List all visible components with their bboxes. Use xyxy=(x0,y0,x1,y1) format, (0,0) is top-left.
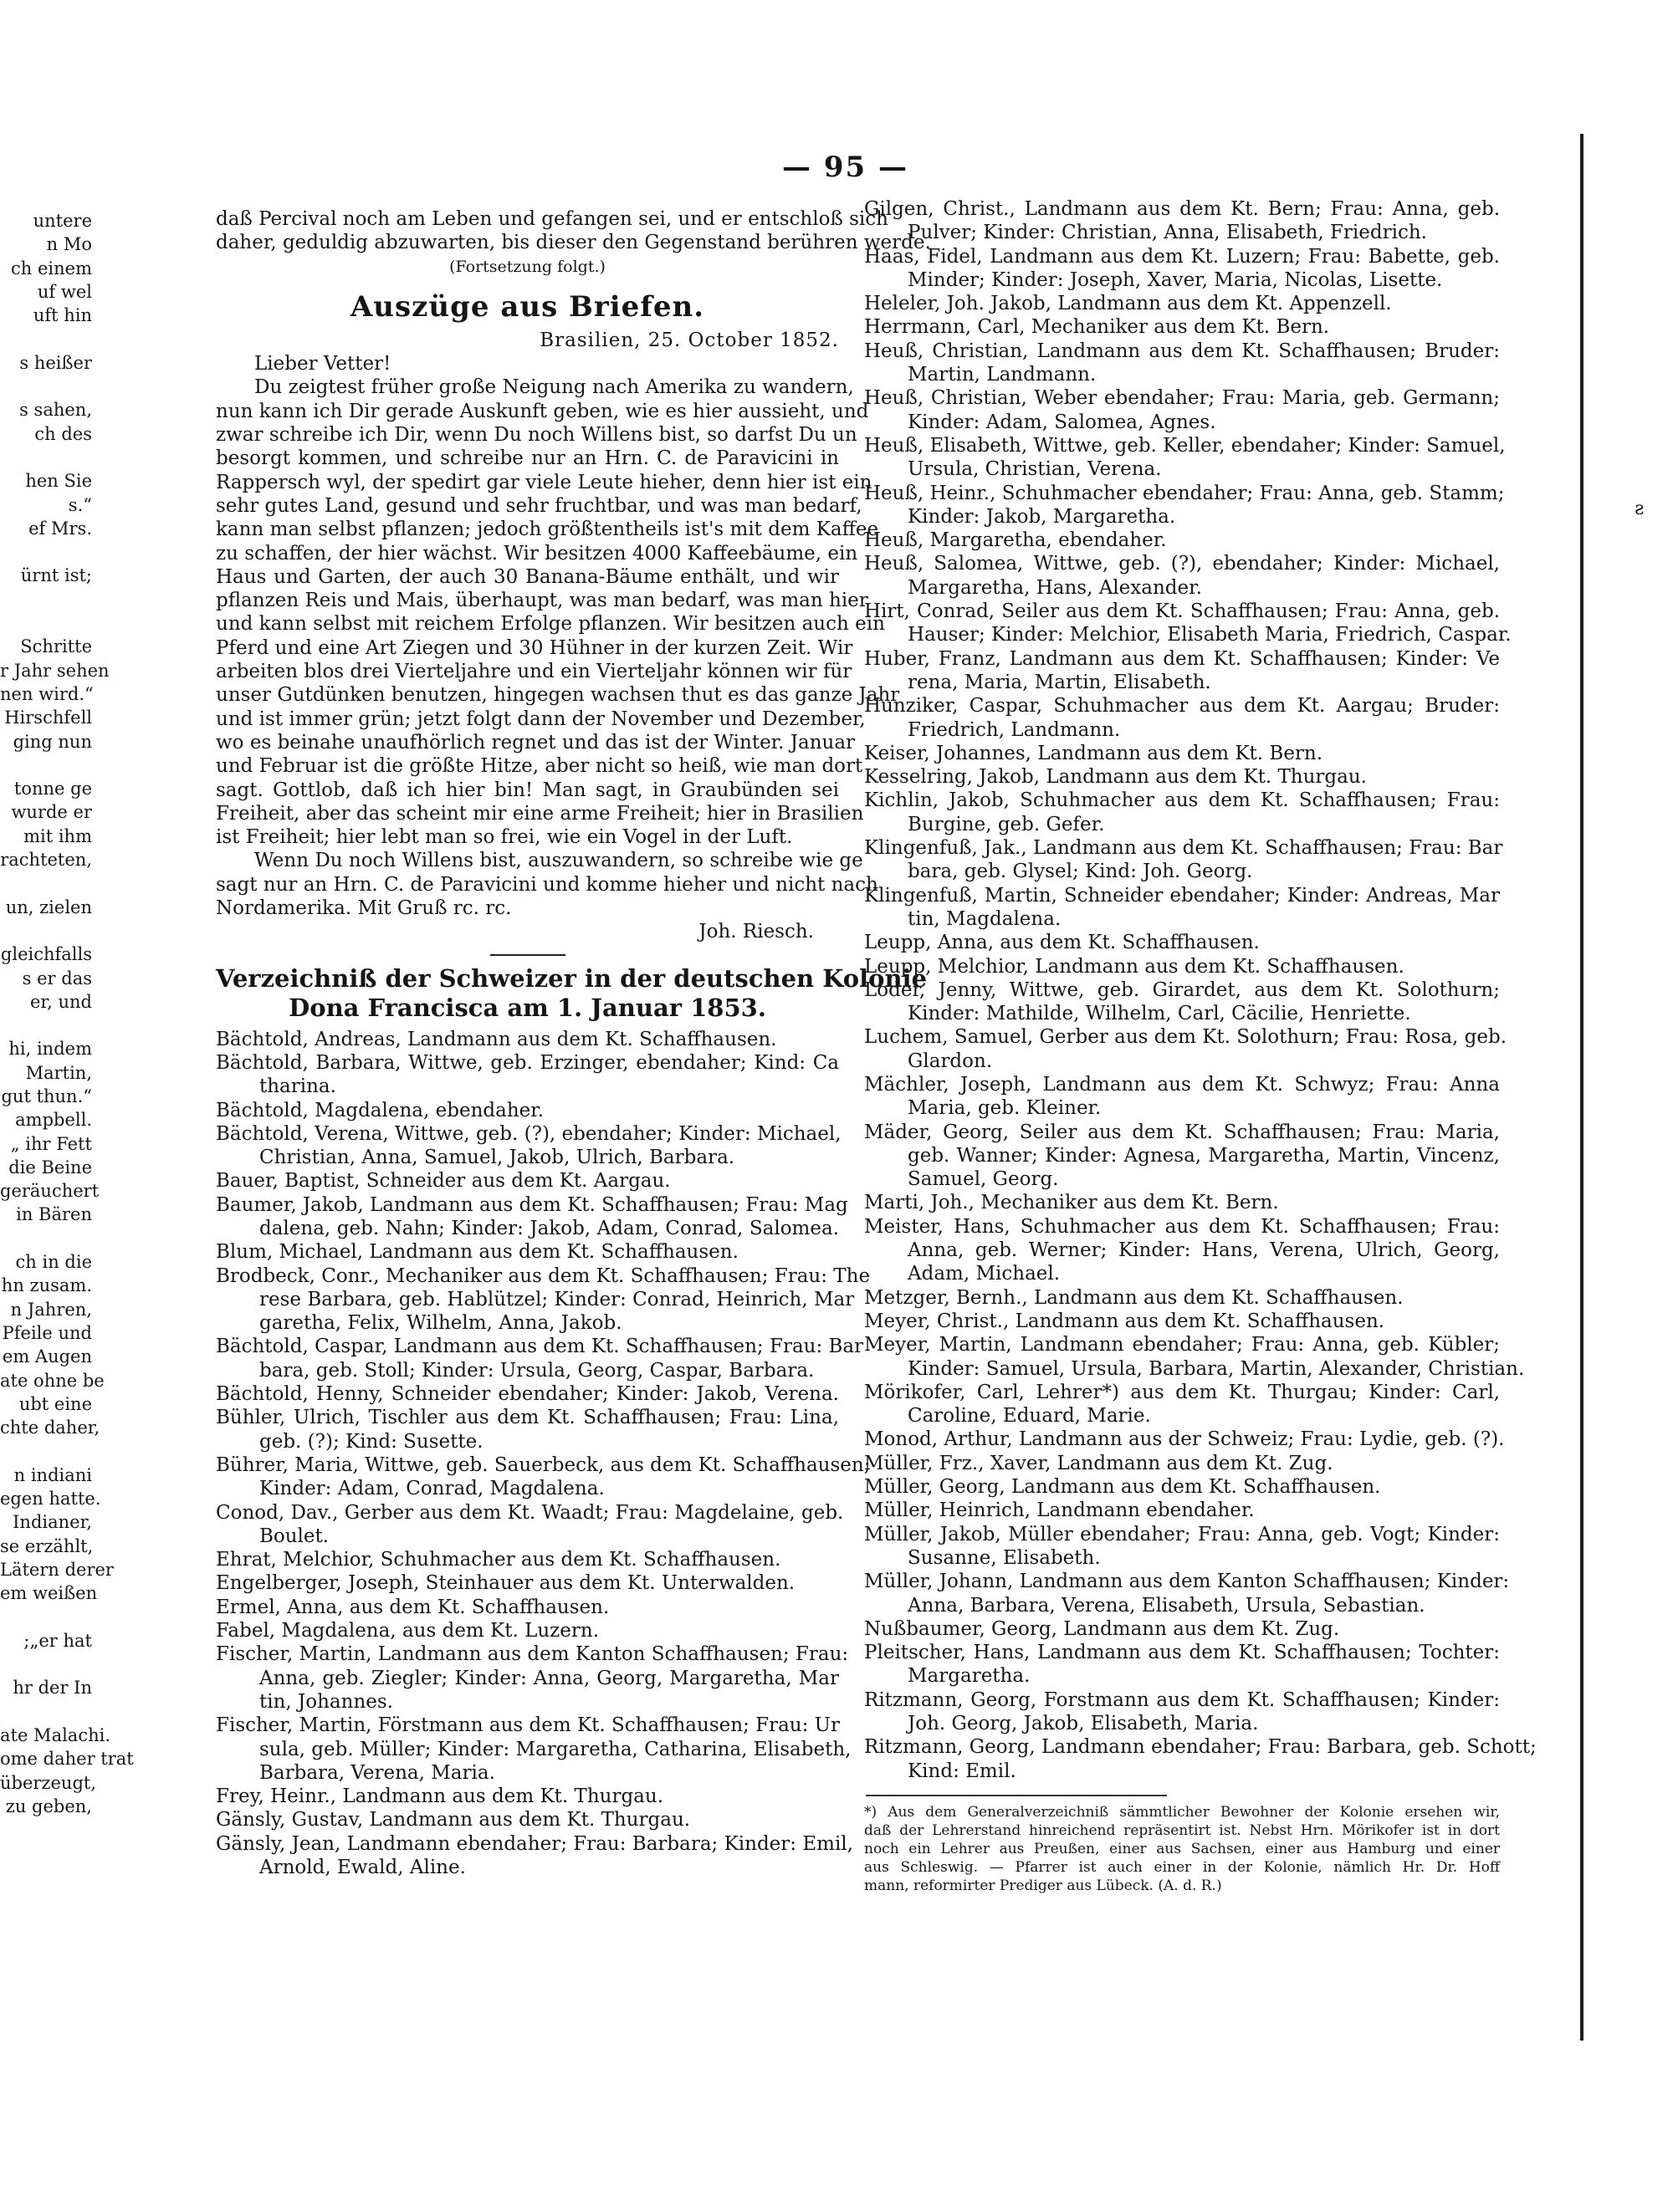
list-entry-line: Hunziker, Caspar, Schuhmacher aus dem Kt. Aargau; Bruder: xyxy=(864,695,1500,718)
text-line: ist Freiheit; hier lebt man so frei, wie ein Vogel in der Luft. xyxy=(216,826,793,849)
list-entry-line: Kind: Emil. xyxy=(908,1760,1016,1782)
text-line: und kann selbst mit reichem Erfolge pflanzen. Wir besitzen auch ein xyxy=(216,613,885,636)
letters-section-title: Auszüge aus Briefen. xyxy=(350,289,705,324)
list-entry-line: Anna, geb. Werner; Kinder: Hans, Verena, Ulrich, Georg, xyxy=(908,1239,1500,1262)
text-line: zwar schreibe ich Dir, wenn Du noch Willens bist, so darfst Du un xyxy=(216,424,857,447)
fragment-line: Schritte xyxy=(20,636,92,657)
fragment-line xyxy=(0,1653,92,1676)
fragment-line xyxy=(0,1227,92,1250)
list-entry-line: Gilgen, Christ., Landmann aus dem Kt. Bern; Frau: Anna, geb. xyxy=(864,198,1500,220)
list-entry-line: Nußbaumer, Georg, Landmann aus dem Kt. Zug. xyxy=(864,1617,1340,1640)
fragment-line xyxy=(0,1700,92,1724)
fragment-line: ampbell. xyxy=(15,1110,92,1131)
text-line: pflanzen Reis und Mais, überhaupt, was man bedarf, was man hier xyxy=(216,590,868,612)
fragment-line: ch des xyxy=(34,423,92,444)
text-line: sagt nur an Hrn. C. de Paravicini und komme hieher und nicht nach xyxy=(216,873,878,896)
list-entry-line: garetha, Felix, Wilhelm, Anna, Jakob. xyxy=(259,1312,622,1335)
fragment-line: hn zusam. xyxy=(1,1275,92,1296)
text-line: sehr gutes Land, gesund und sehr fruchtbar, und was man bedarf, xyxy=(216,494,862,517)
list-entry-line: bara, geb. Glysel; Kind: Joh. Georg. xyxy=(908,861,1253,883)
footnote xyxy=(864,1803,1500,1895)
fragment-line: ate Malachi. xyxy=(0,1725,110,1745)
list-entry-line: Gänsly, Gustav, Landmann aus dem Kt. Thurgau. xyxy=(216,1809,691,1831)
list-entry-line: Meister, Hans, Schuhmacher aus dem Kt. Schaffhausen; Frau: xyxy=(864,1215,1500,1238)
list-entry-line: Samuel, Georg. xyxy=(908,1168,1059,1191)
fragment-line: un, zielen xyxy=(5,897,92,917)
text-line: und Februar ist die größte Hitze, aber nicht so heiß, wie man dort xyxy=(216,755,863,778)
text-line: nun kann ich Dir gerade Auskunft geben, wie es hier aussieht, und xyxy=(216,400,869,422)
list-entry-line: Mächler, Joseph, Landmann aus dem Kt. Schwyz; Frau: Anna xyxy=(864,1073,1500,1096)
fragment-line xyxy=(0,327,92,350)
list-entry-line: Metzger, Bernh., Landmann aus dem Kt. Schaffhausen. xyxy=(864,1286,1404,1309)
fragment-line: mit ihm xyxy=(23,825,92,846)
fragment-line xyxy=(0,754,92,777)
list-entry-line: Maria, geb. Kleiner. xyxy=(908,1097,1102,1120)
text-line: daher, geduldig abzuwarten, bis dieser den Gegenstand berühren werde. xyxy=(216,232,931,254)
fragment-line: ubt eine xyxy=(18,1393,92,1414)
list-title-line-1: Verzeichniß der Schweizer in der deutschen Kolonie xyxy=(216,963,928,993)
text-line: sagt. Gottlob, daß ich hier bin! Man sagt, in Graubünden sei xyxy=(216,779,839,801)
list-entry-line: Arnold, Ewald, Aline. xyxy=(259,1857,466,1878)
fragment-line xyxy=(0,446,92,469)
list-entry-line: tin, Johannes. xyxy=(259,1690,393,1713)
list-entry-line: Blum, Michael, Landmann aus dem Kt. Schaffhausen. xyxy=(216,1241,739,1264)
page-number: — 95 — xyxy=(782,151,908,184)
fragment-line: s heißer xyxy=(19,352,92,373)
fragment-line: Lätern derer xyxy=(0,1559,114,1580)
fragment-line: hen Sie xyxy=(25,471,92,492)
fragment-line xyxy=(0,1439,92,1463)
list-entry-line: Anna, Barbara, Verena, Elisabeth, Ursula, Sebastian. xyxy=(908,1594,1425,1617)
fragment-line: rachteten, xyxy=(0,850,92,871)
fragment-line: er, und xyxy=(29,991,92,1012)
list-entry-line: Hauser; Kinder: Melchior, Elisabeth Maria, Friedrich, Caspar. xyxy=(908,624,1512,646)
swiss-settlers-list-right xyxy=(864,197,1537,1783)
list-entry-line: Mäder, Georg, Seiler aus dem Kt. Schaffhausen; Frau: Maria, xyxy=(864,1121,1500,1143)
list-entry-line: rese Barbara, geb. Hablützel; Kinder: Conrad, Heinrich, Mar xyxy=(259,1288,855,1310)
list-entry-line: Meyer, Martin, Landmann ebendaher; Frau: Anna, geb. Kübler; xyxy=(864,1334,1500,1356)
list-entry-line: Heleler, Joh. Jakob, Landmann aus dem Kt. Appenzell. xyxy=(864,293,1392,315)
text-line: besorgt kommen, und schreibe nur an Hrn. C. de Paravicini in xyxy=(216,447,839,470)
list-entry-line: Marti, Joh., Mechaniker aus dem Kt. Bern. xyxy=(864,1192,1279,1214)
left-column xyxy=(216,207,931,1879)
list-entry-line: Monod, Arthur, Landmann aus der Schweiz; Frau: Lydie, geb. (?). xyxy=(864,1428,1505,1451)
section-divider xyxy=(490,954,565,956)
list-entry-line: Ritzmann, Georg, Forstmann aus dem Kt. Schaffhausen; Kinder: xyxy=(864,1688,1500,1711)
list-entry-line: Huber, Franz, Landmann aus dem Kt. Schaffhausen; Kinder: Ve xyxy=(864,647,1500,670)
list-entry-line: Bühler, Ulrich, Tischler aus dem Kt. Schaffhausen; Frau: Lina, xyxy=(216,1407,839,1429)
list-entry-line: Ritzmann, Georg, Landmann ebendaher; Frau: Barbara, geb. Schott; xyxy=(864,1736,1537,1759)
list-entry-line: Hirt, Conrad, Seiler aus dem Kt. Schaffhausen; Frau: Anna, geb. xyxy=(864,600,1500,623)
fragment-line: n Jahren, xyxy=(10,1299,92,1320)
fragment-line: ome daher trat xyxy=(0,1749,134,1770)
list-entry-line: Müller, Frz., Xaver, Landmann aus dem Kt. Zug. xyxy=(864,1452,1333,1474)
page-edge-rule xyxy=(1580,134,1583,2041)
fragment-line: „ ihr Fett xyxy=(10,1133,92,1154)
list-entry-line: Anna, geb. Ziegler; Kinder: Anna, Georg, Margaretha, Mar xyxy=(259,1667,839,1689)
list-entry-line: Heuß, Christian, Landmann aus dem Kt. Schaffhausen; Bruder: xyxy=(864,340,1500,362)
list-entry-line: Susanne, Elisabeth. xyxy=(908,1546,1101,1569)
letter-dateline: Brasilien, 25. October 1852. xyxy=(540,329,839,351)
list-entry-line: Müller, Johann, Landmann aus dem Kanton Schaffhausen; Kinder: xyxy=(864,1571,1510,1593)
list-entry-line: Margaretha, Hans, Alexander. xyxy=(908,576,1202,599)
list-entry-line: Bächtold, Barbara, Wittwe, geb. Erzinger, ebendaher; Kind: Ca xyxy=(216,1051,839,1074)
list-entry-line: Bührer, Maria, Wittwe, geb. Sauerbeck, aus dem Kt. Schaffhausen; xyxy=(216,1453,871,1476)
list-title-line-2: Dona Francisca am 1. Januar 1853. xyxy=(289,993,766,1022)
list-entry-line: Margaretha. xyxy=(908,1665,1031,1688)
fragment-line: ch in die xyxy=(15,1252,92,1273)
letter-signature: Joh. Riesch. xyxy=(698,921,814,943)
list-entry-line: Minder; Kinder: Joseph, Xaver, Maria, Nicolas, Lisette. xyxy=(908,268,1443,291)
list-entry-line: Joh. Georg, Jakob, Elisabeth, Maria. xyxy=(908,1713,1259,1734)
fragment-line: Martin, xyxy=(25,1062,92,1083)
fragment-line: se erzählt, xyxy=(0,1535,94,1556)
fragment-line: s er das xyxy=(22,968,92,989)
fragment-line: n indiani xyxy=(13,1464,92,1485)
list-entry-line: bara, geb. Stoll; Kinder: Ursula, Georg, Caspar, Barbara. xyxy=(259,1359,815,1382)
list-entry-line: dalena, geb. Nahn; Kinder: Jakob, Adam, Conrad, Salomea. xyxy=(259,1217,839,1239)
fragment-line: s sahen, xyxy=(19,400,92,421)
fragment-line xyxy=(0,611,92,635)
list-entry-line: Engelberger, Joseph, Steinhauer aus dem Kt. Unterwalden. xyxy=(216,1572,796,1595)
fragment-line: nen wird.“ xyxy=(0,683,94,704)
list-entry-line: rena, Maria, Martin, Elisabeth. xyxy=(908,671,1211,693)
list-entry-line: Christian, Anna, Samuel, Jakob, Ulrich, Barbara. xyxy=(259,1147,735,1169)
text-line: Du zeigtest früher große Neigung nach Amerika zu wandern, xyxy=(254,376,854,399)
list-entry-line: tharina. xyxy=(259,1075,336,1098)
previous-page-fragment xyxy=(0,209,134,1818)
text-line: kann man selbst pflanzen; jedoch größtentheils ist's mit dem Kaffee xyxy=(216,519,879,541)
fragment-line xyxy=(0,1014,92,1037)
text-line: zu schaffen, der hier wächst. Wir besitzen 4000 Kaffeebäume, ein xyxy=(216,542,858,564)
list-entry-line: Bächtold, Verena, Wittwe, geb. (?), ebendaher; Kinder: Michael, xyxy=(216,1122,842,1145)
fragment-line: egen hatte. xyxy=(0,1489,101,1510)
list-entry-line: Meyer, Christ., Landmann aus dem Kt. Schaffhausen. xyxy=(864,1310,1385,1332)
text-line: Wenn Du noch Willens bist, auszuwandern, so schreibe wie ge xyxy=(254,850,863,872)
text-line: und ist immer grün; jetzt folgt dann der November und Dezember, xyxy=(216,708,866,730)
list-entry-line: Glardon. xyxy=(908,1050,993,1072)
list-entry-line: Heuß, Margaretha, ebendaher. xyxy=(864,529,1167,552)
list-entry-line: Luchem, Samuel, Gerber aus dem Kt. Solothurn; Frau: Rosa, geb. xyxy=(864,1026,1507,1049)
list-entry-line: Mörikofer, Carl, Lehrer*) aus dem Kt. Thurgau; Kinder: Carl, xyxy=(864,1381,1500,1403)
list-entry-line: Leupp, Anna, aus dem Kt. Schaffhausen. xyxy=(864,932,1260,954)
text-line: Nordamerika. Mit Gruß rc. rc. xyxy=(216,897,512,920)
list-entry-line: Kichlin, Jakob, Schuhmacher aus dem Kt. Schaffhausen; Frau: xyxy=(864,789,1500,812)
list-entry-line: Gänsly, Jean, Landmann ebendaher; Frau: Barbara; Kinder: Emil, xyxy=(216,1832,853,1855)
footnote-line: mann, reformirter Prediger aus Lübeck. (A. d. R.) xyxy=(864,1877,1222,1894)
list-entry-line: Pulver; Kinder: Christian, Anna, Elisabeth, Friedrich. xyxy=(908,222,1427,244)
list-entry-line: Martin, Landmann. xyxy=(908,364,1097,386)
list-entry-line: Loder, Jenny, Wittwe, geb. Girardet, aus dem Kt. Solothurn; xyxy=(864,978,1500,1001)
list-entry-line: sula, geb. Müller; Kinder: Margaretha, Catharina, Elisabeth, xyxy=(259,1738,852,1760)
fragment-line: die Beine xyxy=(8,1157,92,1178)
fragment-line xyxy=(0,375,92,398)
list-entry-line: geb. Wanner; Kinder: Agnesa, Margaretha, Martin, Vincenz, xyxy=(908,1144,1500,1167)
list-entry-line: Heuß, Salomea, Wittwe, geb. (?), ebendaher; Kinder: Michael, xyxy=(864,553,1500,575)
fragment-line: ;„er hat xyxy=(23,1630,92,1651)
fragment-line: tonne ge xyxy=(13,779,92,799)
fragment-line: Pfeile und xyxy=(2,1322,92,1343)
text-line: unser Gutdünken benutzen, hingegen wachsen thut es das ganze Jahr xyxy=(216,684,900,707)
list-entry-line: Müller, Heinrich, Landmann ebendaher. xyxy=(864,1499,1255,1522)
fragment-line: n Mo xyxy=(46,234,92,255)
text-line: daß Percival noch am Leben und gefangen sei, und er entschloß sich xyxy=(216,208,888,230)
list-entry-line: Adam, Michael. xyxy=(908,1263,1061,1285)
list-entry-line: Pleitscher, Hans, Landmann aus dem Kt. Schaffhausen; Tochter: xyxy=(864,1642,1500,1664)
list-entry-line: Barbara, Verena, Maria. xyxy=(259,1761,495,1784)
list-entry-line: Heuß, Heinr., Schuhmacher ebendaher; Frau: Anna, geb. Stamm; xyxy=(864,482,1505,504)
fragment-line: s.“ xyxy=(68,494,92,515)
text-line: Freiheit, aber das scheint mir eine arme Freiheit; hier in Brasilien xyxy=(216,802,864,825)
list-entry-line: Keiser, Johannes, Landmann aus dem Kt. Bern. xyxy=(864,742,1323,764)
footnote-line: daß der Lehrerstand hinreichend repräsentirt ist. Nebst Hrn. Mörikofer ist in dort xyxy=(864,1821,1500,1839)
list-entry-line: Baumer, Jakob, Landmann aus dem Kt. Schaffhausen; Frau: Mag xyxy=(216,1193,848,1216)
list-entry-line: Fabel, Magdalena, aus dem Kt. Luzern. xyxy=(216,1620,600,1642)
list-entry-line: Kinder: Adam, Conrad, Magdalena. xyxy=(259,1478,605,1500)
text-line: Pferd und eine Art Ziegen und 30 Hühner in der kurzen Zeit. Wir xyxy=(216,636,853,659)
list-entry-line: Boulet. xyxy=(259,1525,330,1547)
footnote-line: *) Aus dem Generalverzeichniß sämmtlicher Bewohner der Kolonie ersehen wir, xyxy=(864,1803,1500,1821)
list-entry-line: Müller, Jakob, Müller ebendaher; Frau: Anna, geb. Vogt; Kinder: xyxy=(864,1523,1500,1545)
list-entry-line: Ehrat, Melchior, Schuhmacher aus dem Kt. Schaffhausen. xyxy=(216,1549,781,1571)
list-entry-line: Caroline, Eduard, Marie. xyxy=(908,1405,1151,1428)
list-entry-line: Haas, Fidel, Landmann aus dem Kt. Luzern; Frau: Babette, geb. xyxy=(864,245,1500,268)
fragment-line: em weißen xyxy=(0,1583,98,1604)
fragment-line: untere xyxy=(33,211,92,231)
fragment-line: wurde er xyxy=(11,802,92,823)
right-column xyxy=(864,197,1537,1895)
list-entry-line: Heuß, Elisabeth, Wittwe, geb. Keller, ebendaher; Kinder: Samuel, xyxy=(864,434,1506,457)
list-entry-line: Klingenfuß, Martin, Schneider ebendaher; Kinder: Andreas, Mar xyxy=(864,884,1500,907)
list-entry-line: Brodbeck, Conr., Mechaniker aus dem Kt. Schaffhausen; Frau: The xyxy=(216,1264,871,1287)
fragment-line: em Augen xyxy=(2,1346,92,1367)
margin-mark: ƨ xyxy=(1635,498,1645,519)
fragment-line: überzeugt, xyxy=(0,1772,97,1793)
text-line: arbeiten blos drei Vierteljahre und ein Vierteljahr können wir für xyxy=(216,661,852,683)
text-line: Haus und Garten, der auch 30 Banana-Bäume enthält, und wir xyxy=(216,565,839,588)
fragment-line: uf wel xyxy=(37,281,92,302)
list-entry-line: Leupp, Melchior, Landmann aus dem Kt. Schaffhausen. xyxy=(864,955,1404,978)
list-entry-line: Fischer, Martin, Landmann aus dem Kanton Schaffhausen; Frau: xyxy=(216,1643,849,1666)
fragment-line: zu geben, xyxy=(5,1796,92,1816)
fragment-line xyxy=(0,1606,92,1629)
list-entry-line: geb. (?); Kind: Susette. xyxy=(259,1430,483,1453)
list-entry-line: Fischer, Martin, Förstmann aus dem Kt. Schaffhausen; Frau: Ur xyxy=(216,1714,841,1737)
text-line: Rappersch wyl, der spedirt gar viele Leute hieher, denn hier ist ein xyxy=(216,471,872,493)
letter-body xyxy=(216,375,900,849)
fragment-line: ging nun xyxy=(13,731,92,752)
list-entry-line: Kinder: Jakob, Margaretha. xyxy=(908,505,1176,528)
list-entry-line: Burgine, geb. Gefer. xyxy=(908,813,1105,835)
fragment-line: gleichfalls xyxy=(0,944,92,965)
letter-salutation: Lieber Vetter! xyxy=(254,353,391,375)
list-entry-line: Kinder: Mathilde, Wilhelm, Carl, Cäcilie, Henriette. xyxy=(908,1003,1411,1025)
fragment-line: chte daher, xyxy=(0,1418,100,1438)
fragment-line xyxy=(0,588,92,611)
list-entry-line: Kesselring, Jakob, Landmann aus dem Kt. Thurgau. xyxy=(864,766,1367,789)
list-entry-line: Conod, Dav., Gerber aus dem Kt. Waadt; Frau: Magdelaine, geb. xyxy=(216,1501,844,1524)
fragment-line xyxy=(0,540,92,564)
list-entry-line: Ermel, Anna, aus dem Kt. Schaffhausen. xyxy=(216,1596,610,1618)
fragment-line: ürnt ist; xyxy=(20,565,92,586)
fragment-line: r Jahr sehen xyxy=(0,660,110,681)
story-ending xyxy=(216,207,931,255)
text-line: wo es beinahe unaufhörlich regnet und das ist der Winter. Januar xyxy=(216,731,856,754)
list-entry-line: Ursula, Christian, Verena. xyxy=(908,458,1162,481)
fragment-line: in Bären xyxy=(16,1204,92,1225)
fragment-line: hi, indem xyxy=(8,1039,92,1060)
footnote-line: aus Schleswig. — Pfarrer ist auch einer in der Kolonie, nämlich Hr. Dr. Hoff xyxy=(864,1858,1500,1876)
fragment-line xyxy=(0,919,92,943)
fragment-line: ef Mrs. xyxy=(28,518,92,539)
fragment-line: ate ohne be xyxy=(0,1370,105,1391)
list-entry-line: Bächtold, Magdalena, ebendaher. xyxy=(216,1099,545,1121)
list-entry-line: Bächtold, Andreas, Landmann aus dem Kt. Schaffhausen. xyxy=(216,1028,777,1050)
list-entry-line: Müller, Georg, Landmann aus dem Kt. Schaffhausen. xyxy=(864,1476,1381,1499)
fragment-line: uft hin xyxy=(33,305,92,326)
fragment-line: gut thun.“ xyxy=(1,1086,92,1106)
list-entry-line: Frey, Heinr., Landmann aus dem Kt. Thurgau. xyxy=(216,1785,664,1808)
list-entry-line: Friedrich, Landmann. xyxy=(908,718,1121,741)
continued-note: (Fortsetzung folgt.) xyxy=(449,257,606,276)
fragment-line xyxy=(0,871,92,895)
list-entry-line: Bächtold, Henny, Schneider ebendaher; Kinder: Jakob, Verena. xyxy=(216,1383,839,1406)
list-entry-line: Heuß, Christian, Weber ebendaher; Frau: Maria, geb. Germann; xyxy=(864,387,1500,410)
letter-closing xyxy=(216,849,878,920)
list-entry-line: Bächtold, Caspar, Landmann aus dem Kt. Schaffhausen; Frau: Bar xyxy=(216,1336,864,1358)
list-entry-line: Bauer, Baptist, Schneider aus dem Kt. Aargau. xyxy=(216,1170,671,1193)
list-entry-line: tin, Magdalena. xyxy=(908,907,1062,930)
list-entry-line: Herrmann, Carl, Mechaniker aus dem Kt. Bern. xyxy=(864,316,1330,339)
list-entry-line: Kinder: Samuel, Ursula, Barbara, Martin, Alexander, Christian. xyxy=(908,1357,1525,1380)
swiss-settlers-list-left xyxy=(216,1028,871,1880)
fragment-line: Hirschfell xyxy=(4,708,92,728)
footnote-separator xyxy=(866,1795,1167,1796)
list-entry-line: Klingenfuß, Jak., Landmann aus dem Kt. Schaffhausen; Frau: Bar xyxy=(864,837,1503,860)
list-entry-line: Kinder: Adam, Salomea, Agnes. xyxy=(908,411,1216,433)
fragment-line: geräuchert xyxy=(0,1181,100,1202)
footnote-line: noch ein Lehrer aus Preußen, einer aus Sachsen, einer aus Hamburg und einer xyxy=(864,1840,1500,1857)
fragment-line: Indianer, xyxy=(13,1512,92,1533)
fragment-line: hr der In xyxy=(13,1678,92,1699)
fragment-line: ch einem xyxy=(11,258,92,278)
